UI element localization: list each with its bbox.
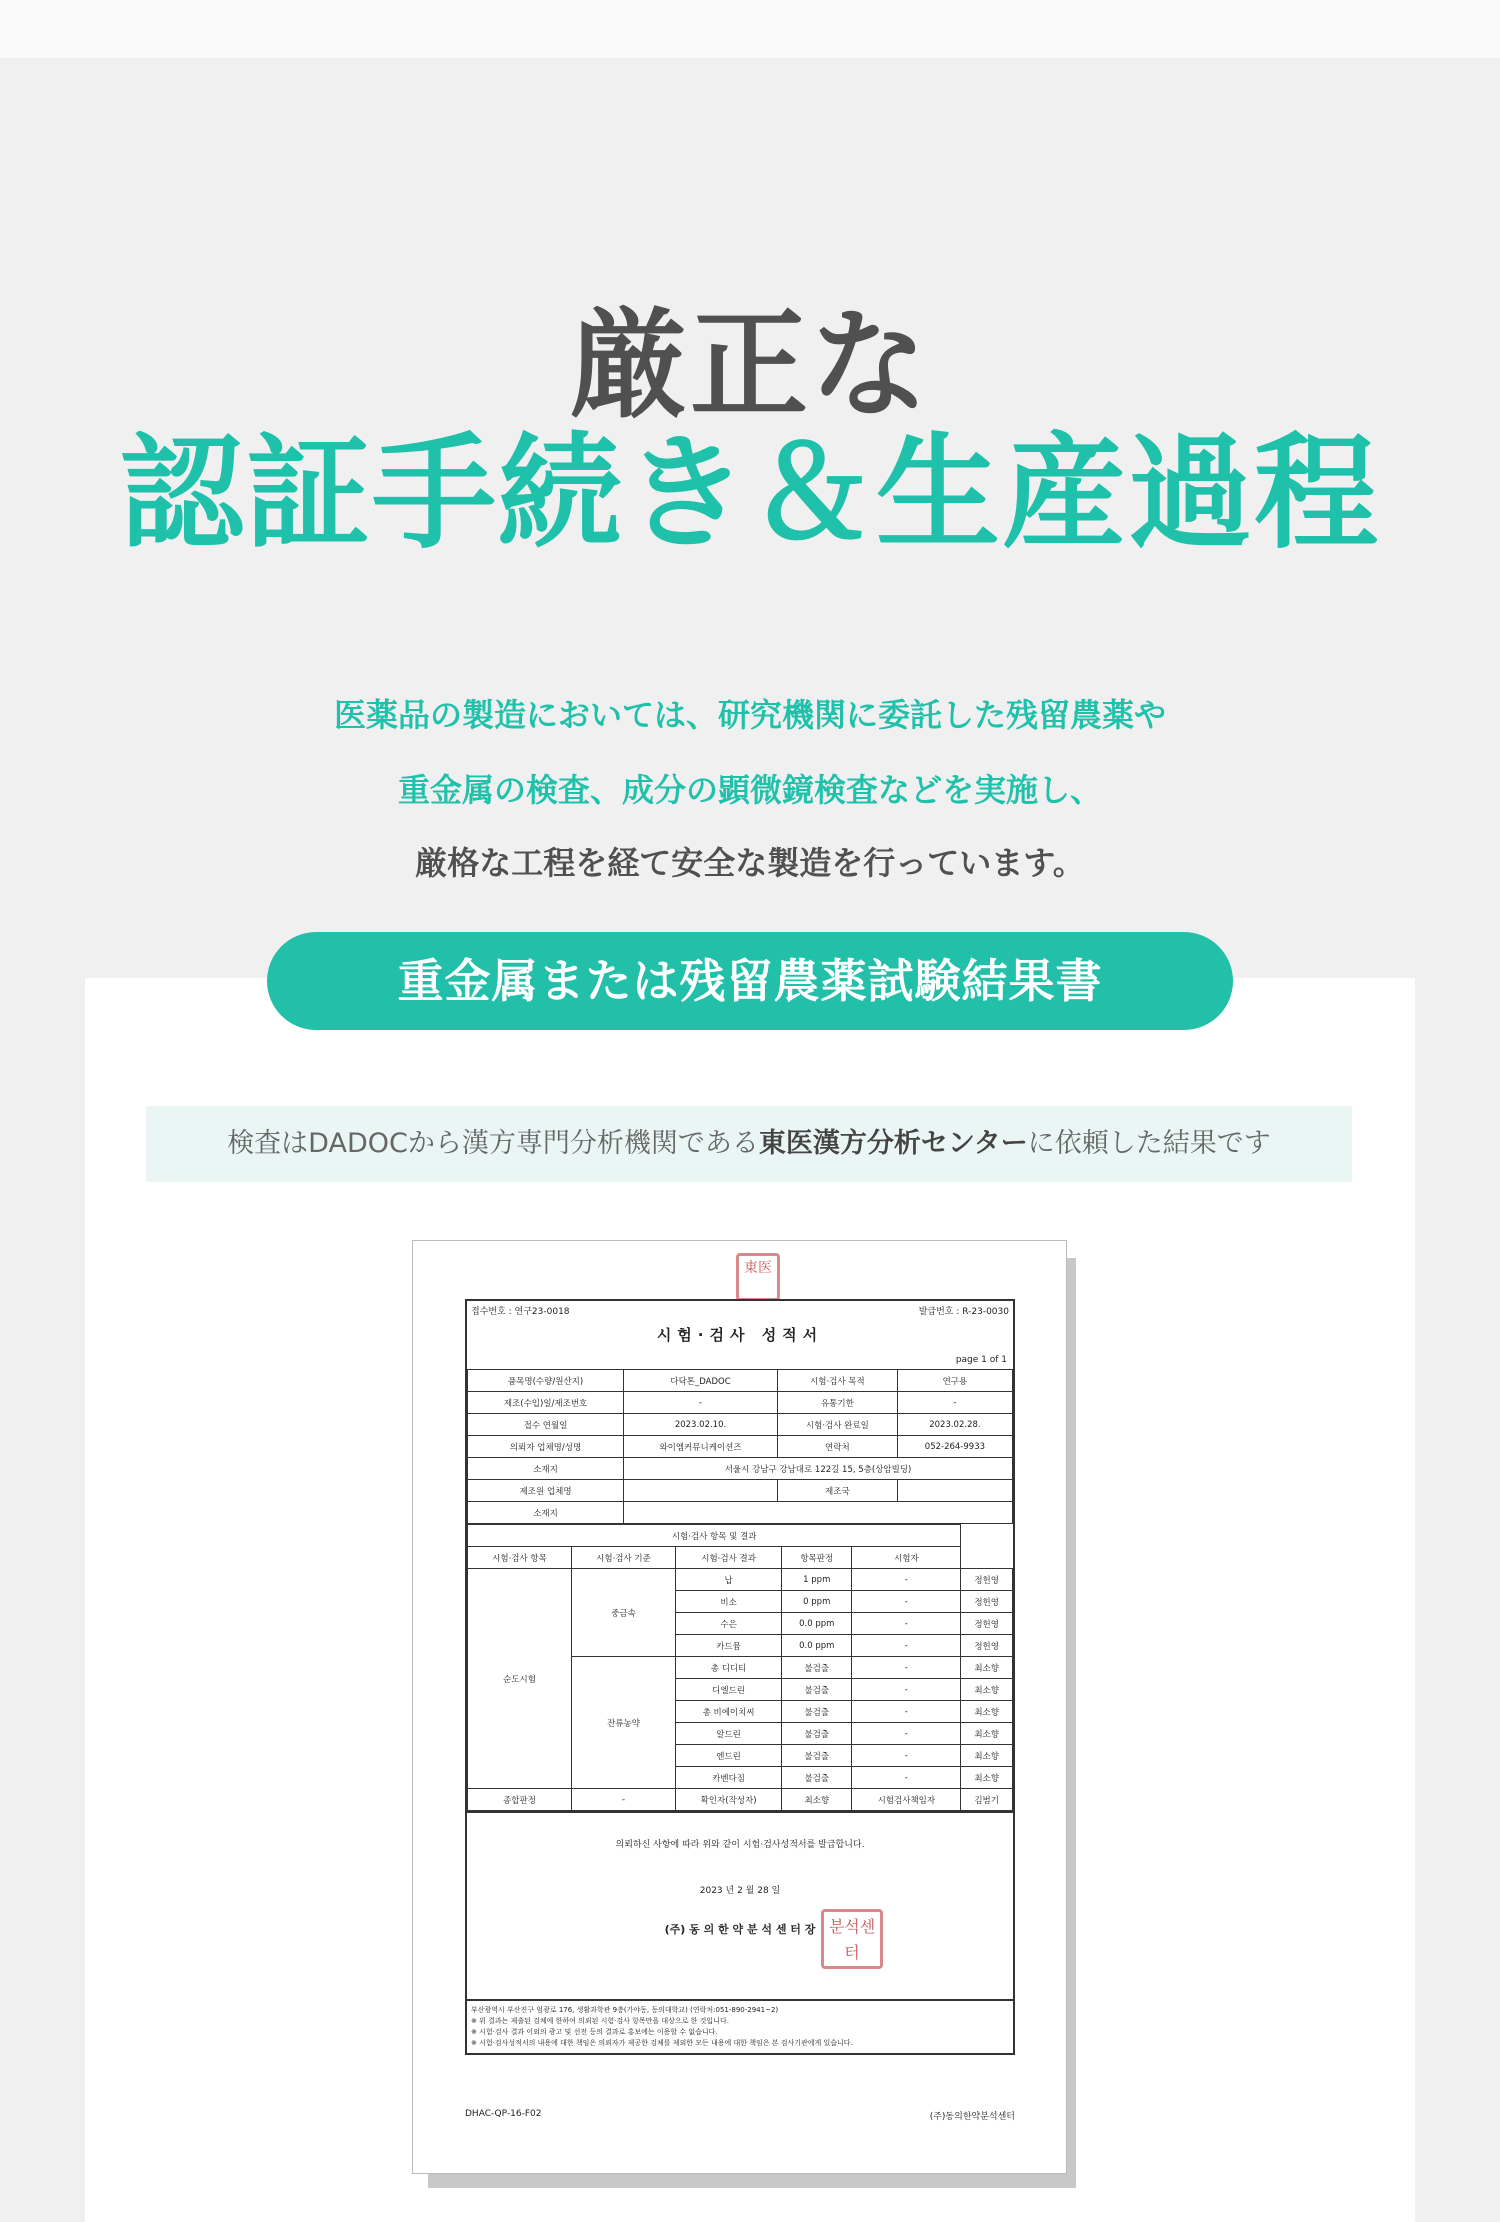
results-header-cell: 시험·검사 결과 <box>676 1547 782 1569</box>
certificate-meta <box>467 1301 1013 1320</box>
results-header-cell: 시험자 <box>852 1547 961 1569</box>
results-header <box>468 1547 1013 1569</box>
info-value: 서울시 강남구 강남대로 122길 15, 5층(상암빌딩) <box>624 1458 1013 1480</box>
group-metals: 중금속 <box>572 1569 676 1657</box>
info-label: 의뢰자 업체명/성명 <box>468 1436 624 1458</box>
tester: 최소향 <box>961 1745 1013 1767</box>
test-judgement: - <box>852 1745 961 1767</box>
intro-line-2: 重金属の検査、成分の顕微鏡検査などを実施し、 <box>397 771 1102 809</box>
certificate-title: 시험·검사 성적서 <box>656 1326 824 1344</box>
footnote-line: 부산광역시 부산진구 엄광로 176, 생활과학관 9층(가야동, 동의대학교) (연락처:051-890-2941~2) <box>471 2006 779 2014</box>
info-value <box>624 1480 778 1502</box>
info-value: 다닥톤_DADOC <box>624 1370 778 1392</box>
certificate-statement-area <box>467 1811 1013 1999</box>
issuer-seal-icon: 분석센터 <box>821 1909 883 1969</box>
center-name: (주)동의한약분석센터 <box>929 2112 1015 2122</box>
info-value: 052-264-9933 <box>897 1436 1012 1458</box>
final-cell: - <box>572 1789 676 1811</box>
info-value: 와이엠커뮤니케이션즈 <box>624 1436 778 1458</box>
final-row <box>468 1789 1013 1811</box>
inspection-note <box>146 1106 1352 1182</box>
receipt-number: 접수번호 : 연구23-0018 <box>471 1307 570 1317</box>
test-result: 0 ppm <box>782 1591 852 1613</box>
footnote-line: ※ 시험·검사성적서의 내용에 대한 책임은 의뢰자가 제공한 검체를 제외한 모든 내용에 대한 책임은 본 검사기관에게 있습니다. <box>471 2039 853 2047</box>
info-value <box>897 1480 1012 1502</box>
tester: 최소향 <box>961 1723 1013 1745</box>
group-pesticides: 잔류농약 <box>572 1657 676 1789</box>
info-label: 제조원 업체명 <box>468 1480 624 1502</box>
certificate-issuer: (주) 동 의 한 약 분 석 센 터 장 <box>664 1923 816 1936</box>
info-row <box>468 1392 1013 1414</box>
test-item: 납 <box>676 1569 782 1591</box>
final-cell: 최소향 <box>782 1789 852 1811</box>
info-row <box>468 1502 1013 1524</box>
test-item: 카드뮴 <box>676 1635 782 1657</box>
info-label: 시험·검사 목적 <box>777 1370 897 1392</box>
tester: 정헌영 <box>961 1613 1013 1635</box>
test-judgement: - <box>852 1635 961 1657</box>
final-cell: 김범기 <box>961 1789 1013 1811</box>
test-judgement: - <box>852 1701 961 1723</box>
test-judgement: - <box>852 1723 961 1745</box>
info-value: - <box>897 1392 1012 1414</box>
test-judgement: - <box>852 1613 961 1635</box>
info-value: 연구용 <box>897 1370 1012 1392</box>
info-label: 유통기한 <box>777 1392 897 1414</box>
info-row <box>468 1436 1013 1458</box>
info-label: 접수 연월일 <box>468 1414 624 1436</box>
note-prefix: 検査はDADOCから漢方専門分析機関である <box>227 1128 759 1159</box>
certificate-page: page 1 of 1 <box>955 1355 1007 1365</box>
test-judgement: - <box>852 1591 961 1613</box>
test-result: 0.0 ppm <box>782 1635 852 1657</box>
test-result: 불검출 <box>782 1679 852 1701</box>
info-label: 소재지 <box>468 1458 624 1480</box>
tester: 정헌영 <box>961 1591 1013 1613</box>
certificate-image <box>412 1240 1067 2174</box>
info-row <box>468 1414 1013 1436</box>
section-pill: 重金属または残留農薬試験結果書 <box>267 932 1233 1030</box>
test-item: 엔드린 <box>676 1745 782 1767</box>
results-header-cell: 시험·검사 기준 <box>572 1547 676 1569</box>
test-item: 총 디디티 <box>676 1657 782 1679</box>
info-label: 시험·검사 완료일 <box>777 1414 897 1436</box>
info-row <box>468 1458 1013 1480</box>
certificate-bottom <box>465 2109 1015 2122</box>
info-label: 소재지 <box>468 1502 624 1524</box>
test-item: 디엘드린 <box>676 1679 782 1701</box>
test-result: 불검출 <box>782 1767 852 1789</box>
group-main: 순도시험 <box>468 1569 572 1789</box>
results-table <box>467 1524 1013 1811</box>
note-strong: 東医漢方分析センター <box>758 1128 1028 1159</box>
tester: 정헌영 <box>961 1569 1013 1591</box>
results-heading: 시험·검사 항목 및 결과 <box>468 1525 961 1547</box>
form-code: DHAC-QP-16-F02 <box>465 2109 542 2119</box>
test-item: 카벤다짐 <box>676 1767 782 1789</box>
tester: 최소향 <box>961 1701 1013 1723</box>
top-seal-icon: 東医 <box>736 1253 780 1301</box>
footnote-line: ※ 시험·검사 결과 이외의 광고 및 선전 등의 결과로 홍보에는 이용할 수 없습니다. <box>471 2028 718 2036</box>
info-label: 제조(수입)일/제조번호 <box>468 1392 624 1414</box>
test-item: 수은 <box>676 1613 782 1635</box>
test-result: 불검출 <box>782 1701 852 1723</box>
tester: 최소향 <box>961 1679 1013 1701</box>
issue-number: 발급번호 : R-23-0030 <box>918 1307 1009 1317</box>
test-result: 불검출 <box>782 1657 852 1679</box>
test-judgement: - <box>852 1569 961 1591</box>
note-suffix: に依頼した結果です <box>1027 1128 1271 1159</box>
certificate-sheet <box>465 1299 1015 2055</box>
test-result: 불검출 <box>782 1745 852 1767</box>
test-item: 총 비에이치씨 <box>676 1701 782 1723</box>
certificate-date: 2023 년 2 월 28 일 <box>699 1886 781 1896</box>
info-value <box>624 1502 1013 1524</box>
results-header-cell: 시험·검사 항목 <box>468 1547 572 1569</box>
test-item: 알드린 <box>676 1723 782 1745</box>
info-value: 2023.02.28. <box>897 1414 1012 1436</box>
info-label: 연락처 <box>777 1436 897 1458</box>
final-cell: 종합판정 <box>468 1789 572 1811</box>
intro-line-3: 厳格な工程を経て安全な製造を行っています。 <box>415 844 1085 882</box>
info-label: 제조국 <box>777 1480 897 1502</box>
test-judgement: - <box>852 1657 961 1679</box>
final-cell: 시험검사책임자 <box>852 1789 961 1811</box>
info-value: - <box>624 1392 778 1414</box>
tester: 최소향 <box>961 1767 1013 1789</box>
test-judgement: - <box>852 1767 961 1789</box>
info-row <box>468 1480 1013 1502</box>
tester: 정헌영 <box>961 1635 1013 1657</box>
info-table <box>467 1369 1013 1524</box>
test-result: 불검출 <box>782 1723 852 1745</box>
tester: 최소향 <box>961 1657 1013 1679</box>
info-label: 품목명(수량/원산지) <box>468 1370 624 1392</box>
test-judgement: - <box>852 1679 961 1701</box>
table-row <box>468 1569 1013 1591</box>
test-result: 0.0 ppm <box>782 1613 852 1635</box>
test-result: 1 ppm <box>782 1569 852 1591</box>
intro-line-1: 医薬品の製造においては、研究機関に委託した残留農薬や <box>333 696 1166 734</box>
final-cell: 확인자(작성자) <box>676 1789 782 1811</box>
footnote-line: ※ 위 결과는 제출된 검체에 한하여 의뢰된 시험·검사 항목만을 대상으로 한 것입니다. <box>471 2017 729 2025</box>
test-item: 비소 <box>676 1591 782 1613</box>
info-value: 2023.02.10. <box>624 1414 778 1436</box>
certificate-footnotes <box>467 1999 1013 2053</box>
title-line-1: 厳正な <box>569 296 930 434</box>
results-header-cell: 항목판정 <box>782 1547 852 1569</box>
certificate-statement: 의뢰하신 사항에 따라 위와 같이 시험·검사성적서를 발급합니다. <box>615 1840 865 1850</box>
title-line-2: 認証手続き＆生産過程 <box>119 422 1380 566</box>
info-row <box>468 1370 1013 1392</box>
